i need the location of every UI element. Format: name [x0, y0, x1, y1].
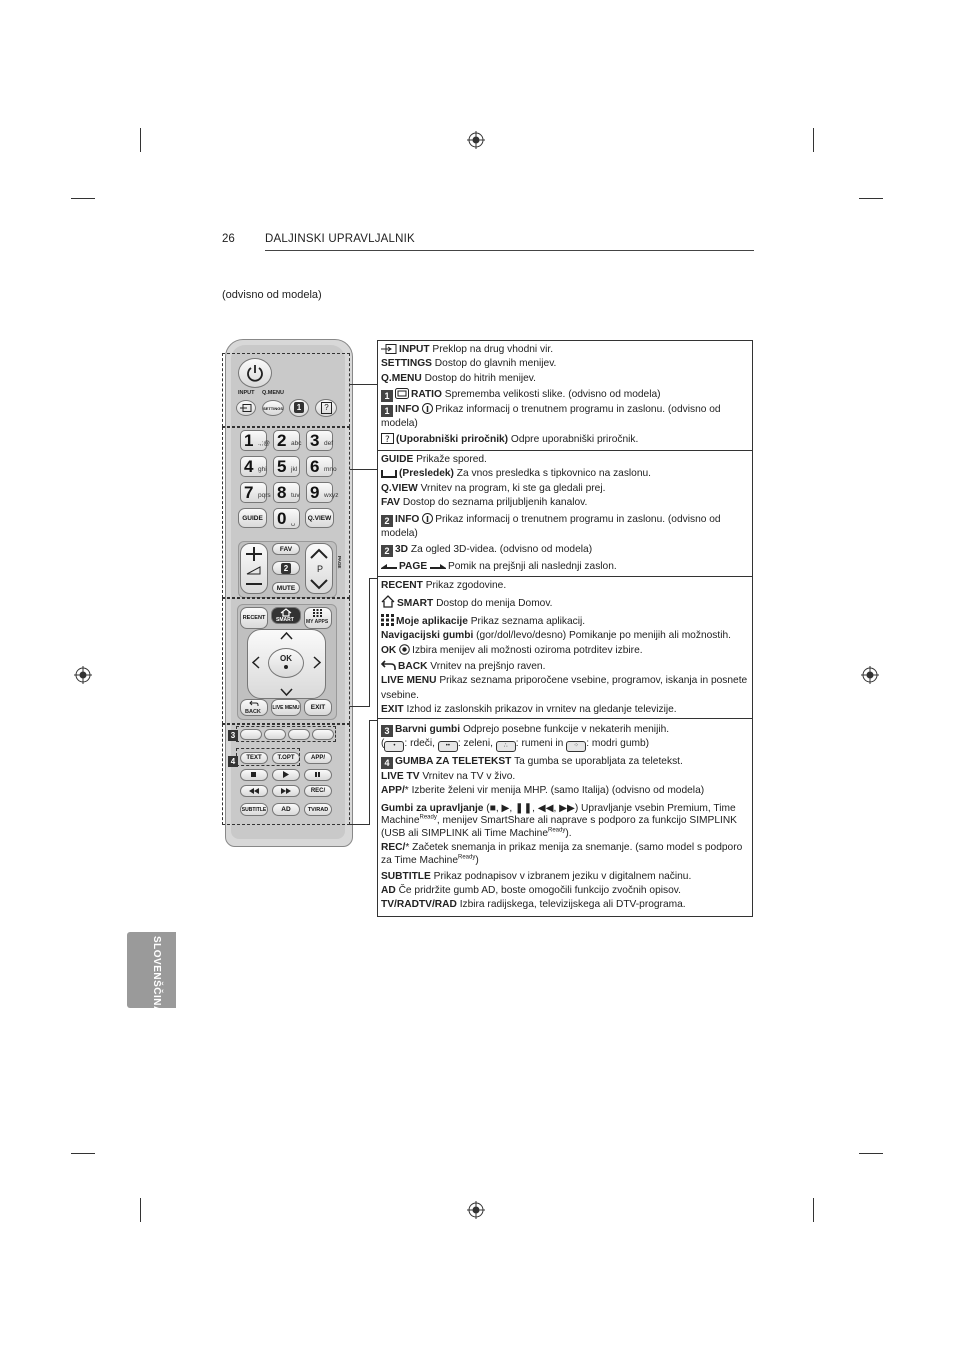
digit-letters: tuv: [291, 492, 300, 499]
tv-rad-button[interactable]: TV/RAD: [304, 803, 332, 816]
crop-mark: [140, 128, 141, 152]
callout-4-badge: 4: [228, 756, 238, 767]
description-box-1: [377, 340, 753, 451]
crop-mark: [140, 1198, 141, 1222]
digit-letters: .,;@: [258, 440, 271, 447]
desc-3d: 2 3D Za ogled 3D-videa. (odvisno od modela): [381, 543, 749, 557]
info-icon: [422, 513, 433, 524]
description-box-3: [377, 576, 753, 719]
connector-line: [350, 469, 377, 470]
crop-mark: [859, 1153, 883, 1154]
description-box-4: [377, 718, 753, 917]
desc-input: INPUT Preklop na drug vhodni vir.: [381, 343, 749, 357]
group-outline-teletext: [236, 748, 300, 766]
registration-mark-icon: [467, 131, 485, 149]
back-arrow-icon: [381, 660, 396, 671]
connector-line: [350, 824, 370, 825]
pause-icon: ❚❚: [515, 802, 533, 814]
ratio-info-number: 1: [294, 402, 304, 413]
play-icon: ▶: [501, 802, 510, 814]
help-icon: ?: [321, 402, 332, 414]
digit-label: 7: [244, 483, 254, 502]
desc-qmenu: Q.MENU Dostop do hitrih menijev.: [381, 372, 536, 384]
fast-forward-icon: ▶▶: [559, 802, 575, 814]
digit-label: 5: [277, 457, 287, 476]
3d-number: 2: [281, 563, 291, 574]
page-left-icon: [381, 563, 397, 571]
back-label: BACK: [245, 709, 261, 715]
page-number: 26: [222, 233, 235, 245]
space-icon: [381, 468, 397, 478]
ad-button[interactable]: AD: [272, 803, 300, 816]
desc-ratio: 1 RATIO Sprememba velikosti slike. (odvisno od modela): [381, 388, 749, 402]
connector-line: [363, 384, 377, 385]
connector-line: [369, 578, 377, 579]
input-icon: [381, 344, 397, 354]
digit-label: 8: [277, 483, 287, 502]
desc-page: PAGE Pomik na prejšnji ali naslednji zaslon.: [381, 560, 749, 574]
exit-button[interactable]: EXIT: [304, 699, 332, 716]
description-box-2: [377, 450, 753, 577]
connector-line: [350, 384, 364, 385]
input-label: INPUT: [238, 390, 255, 396]
crop-mark: [813, 1198, 814, 1222]
desc-app: APP/* Izberite želeni vir menija MHP. (samo Italija) (odvisno od modela): [381, 785, 705, 797]
ratio-icon: [395, 388, 409, 399]
desc-smart: SMART Dostop do menija Domov.: [381, 595, 749, 611]
fav-button[interactable]: FAV: [272, 543, 300, 555]
digit-label: 4: [244, 457, 254, 476]
home-icon: [381, 595, 395, 608]
desc-guide: GUIDE Prikaže spored.: [381, 454, 487, 465]
desc-my-apps: Moje aplikacije Prikaz seznama aplikacij.: [381, 614, 749, 629]
desc-color-buttons: 3 Barvni gumbi Odprejo posebne funkcije v nekaterih menijih.: [381, 723, 749, 737]
group-outline-2: [222, 427, 350, 598]
red-key-icon: •: [384, 741, 404, 752]
apps-grid-icon: [381, 614, 394, 626]
digit-letters: ghi: [258, 466, 267, 473]
desc-control-buttons: Gumbi za upravljanje (■, ▶, ❚❚, ◀◀, ▶▶) Upravljanje vsebin Premium, Time Machine$^{Ready}$, menijev SmartShare ali naprave s podporo za funkcijo SIMPLINK (USB ali SIMPLINK ali Time Machine$^{Ready}$).: [381, 802, 737, 839]
desc-qview: Q.VIEW Vrnitev na program, ki ste ga gledali prej.: [381, 482, 606, 494]
app-button[interactable]: APP/: [304, 752, 332, 764]
qmenu-label: Q.MENU: [262, 390, 284, 396]
crop-mark: [71, 1153, 95, 1154]
connector-line: [369, 720, 377, 721]
my-apps-label: MY APPS: [306, 619, 329, 625]
live-menu-button[interactable]: LIVE MENU: [271, 699, 301, 716]
desc-ad: AD Če pridržite gumb AD, boste omogočili funkcijo zvočnih opisov.: [381, 885, 681, 896]
callout-3-badge: 3: [228, 730, 238, 741]
connector-line: [369, 578, 370, 707]
app-star-icon: *: [404, 785, 409, 797]
desc-live-menu: LIVE MENU Prikaz seznama priporočene vsebine, programov, iskanja in posnete vsebine.: [381, 675, 748, 701]
settings-button[interactable]: SETTINGS: [262, 400, 284, 416]
digit-label: 2: [277, 431, 287, 450]
registration-mark-icon: [74, 666, 92, 684]
header-rule: [265, 250, 754, 251]
yellow-key-icon: ∴: [496, 741, 516, 752]
space-symbol: ␣: [291, 519, 296, 526]
blue-key-icon: ⁘: [566, 741, 586, 752]
desc-navigation: Navigacijski gumbi (gor/dol/levo/desno) Pomikanje po menijih ali možnostih.: [381, 630, 731, 642]
crop-mark: [859, 198, 883, 199]
desc-fav: FAV Dostop do seznama priljubljenih kanalov.: [381, 497, 588, 509]
zero-digit: 0: [277, 509, 287, 528]
rec-star-icon: *: [405, 842, 410, 854]
desc-live-tv: LIVE TV Vrnitev na TV v živo.: [381, 770, 516, 782]
registration-mark-icon: [861, 666, 879, 684]
desc-info-2: 2 INFO Prikaz informacij o trenutnem programu in zaslonu. (odvisno od modela): [381, 513, 721, 540]
digit-letters: jkl: [291, 466, 298, 473]
text-button[interactable]: TEXT: [240, 752, 268, 764]
rewind-icon: ◀◀: [537, 802, 554, 814]
smart-label: SMART: [276, 617, 294, 623]
desc-ok: OK Izbira menijev ali možnosti oziroma potrditev izbire.: [381, 644, 643, 656]
digit-label: 9: [310, 483, 320, 502]
desc-rec: REC/* Začetek snemanja in prikaz menija za snemanje. (samo model s podporo za Time Machine$^{Ready}$): [381, 842, 743, 866]
ok-wheel-icon: [399, 644, 410, 655]
desc-help: ? (Uporabniški priročnik) Odpre uporabniški priročnik.: [381, 433, 749, 447]
group-outline-3: [222, 598, 350, 724]
group-outline-color: [236, 726, 336, 742]
crop-mark: [71, 198, 95, 199]
desc-settings: SETTINGS Dostop do glavnih menijev.: [381, 358, 557, 370]
guide-button[interactable]: GUIDE: [238, 508, 267, 528]
mute-button[interactable]: MUTE: [272, 582, 300, 594]
stop-icon: ■: [489, 802, 496, 814]
page-label: PAGE: [337, 556, 342, 569]
green-key-icon: ••: [438, 741, 458, 752]
qview-button[interactable]: Q.VIEW: [305, 508, 334, 528]
digit-letters: wxyz: [324, 492, 339, 499]
desc-teletext: 4 GUMBA ZA TELETEKST Ta gumba se uporabljata za teletekst.: [381, 755, 749, 769]
page-right-icon: [430, 563, 446, 571]
digit-letters: abc: [291, 440, 302, 447]
language-tab-label: SLOVENŠČINA: [151, 936, 162, 1014]
desc-tv-rad: TV/RADTV/RAD Izbira radijskega, televizijskega ali DTV-programa.: [381, 899, 686, 911]
desc-info-1: 1 INFO Prikaz informacij o trenutnem programu in zaslonu. (odvisno od modela): [381, 403, 721, 430]
digit-label: 1: [244, 431, 254, 450]
page-title: DALJINSKI UPRAVLJALNIK: [265, 233, 415, 245]
digit-label: 6: [310, 457, 320, 476]
svg-text:?: ?: [385, 435, 390, 445]
digit-letters: mno: [324, 466, 337, 473]
channel-p-label: P: [317, 564, 324, 574]
ok-label: OK: [280, 654, 292, 663]
help-icon: [381, 433, 394, 444]
desc-space: (Presledek) Za vnos presledka s tipkovnico na zaslonu.: [381, 467, 749, 481]
digit-letters: def: [324, 440, 334, 447]
digit-letters: pqrs: [258, 492, 271, 499]
desc-subtitle: SUBTITLE Prikaz podnapisov v izbranem jeziku v digitalnem načinu.: [381, 870, 692, 882]
desc-color-list: ( • : rdeči, •• : zeleni, ∴ : rumeni in ⁘ : modri gumb): [381, 737, 749, 752]
subtitle-button[interactable]: SUBTITLE: [240, 803, 268, 816]
language-tab: [127, 932, 176, 1014]
recent-button[interactable]: RECENT: [240, 607, 268, 629]
rec-button[interactable]: REC/: [304, 785, 332, 797]
group-outline-1: [222, 353, 350, 427]
connector-line: [369, 720, 370, 825]
desc-recent: RECENT Prikaz zgodovine.: [381, 580, 507, 591]
connector-line: [350, 706, 370, 707]
digit-label: 3: [310, 431, 320, 450]
model-note: (odvisno od modela): [222, 289, 322, 301]
desc-back: BACK Vrnitev na prejšnjo raven.: [381, 660, 749, 674]
crop-mark: [813, 128, 814, 152]
topt-button[interactable]: T.OPT: [272, 752, 300, 764]
info-icon: [422, 403, 433, 414]
registration-mark-icon: [467, 1201, 485, 1219]
desc-exit: EXIT Izhod iz zaslonskih prikazov in vrnitev na gledanje televizije.: [381, 704, 677, 716]
